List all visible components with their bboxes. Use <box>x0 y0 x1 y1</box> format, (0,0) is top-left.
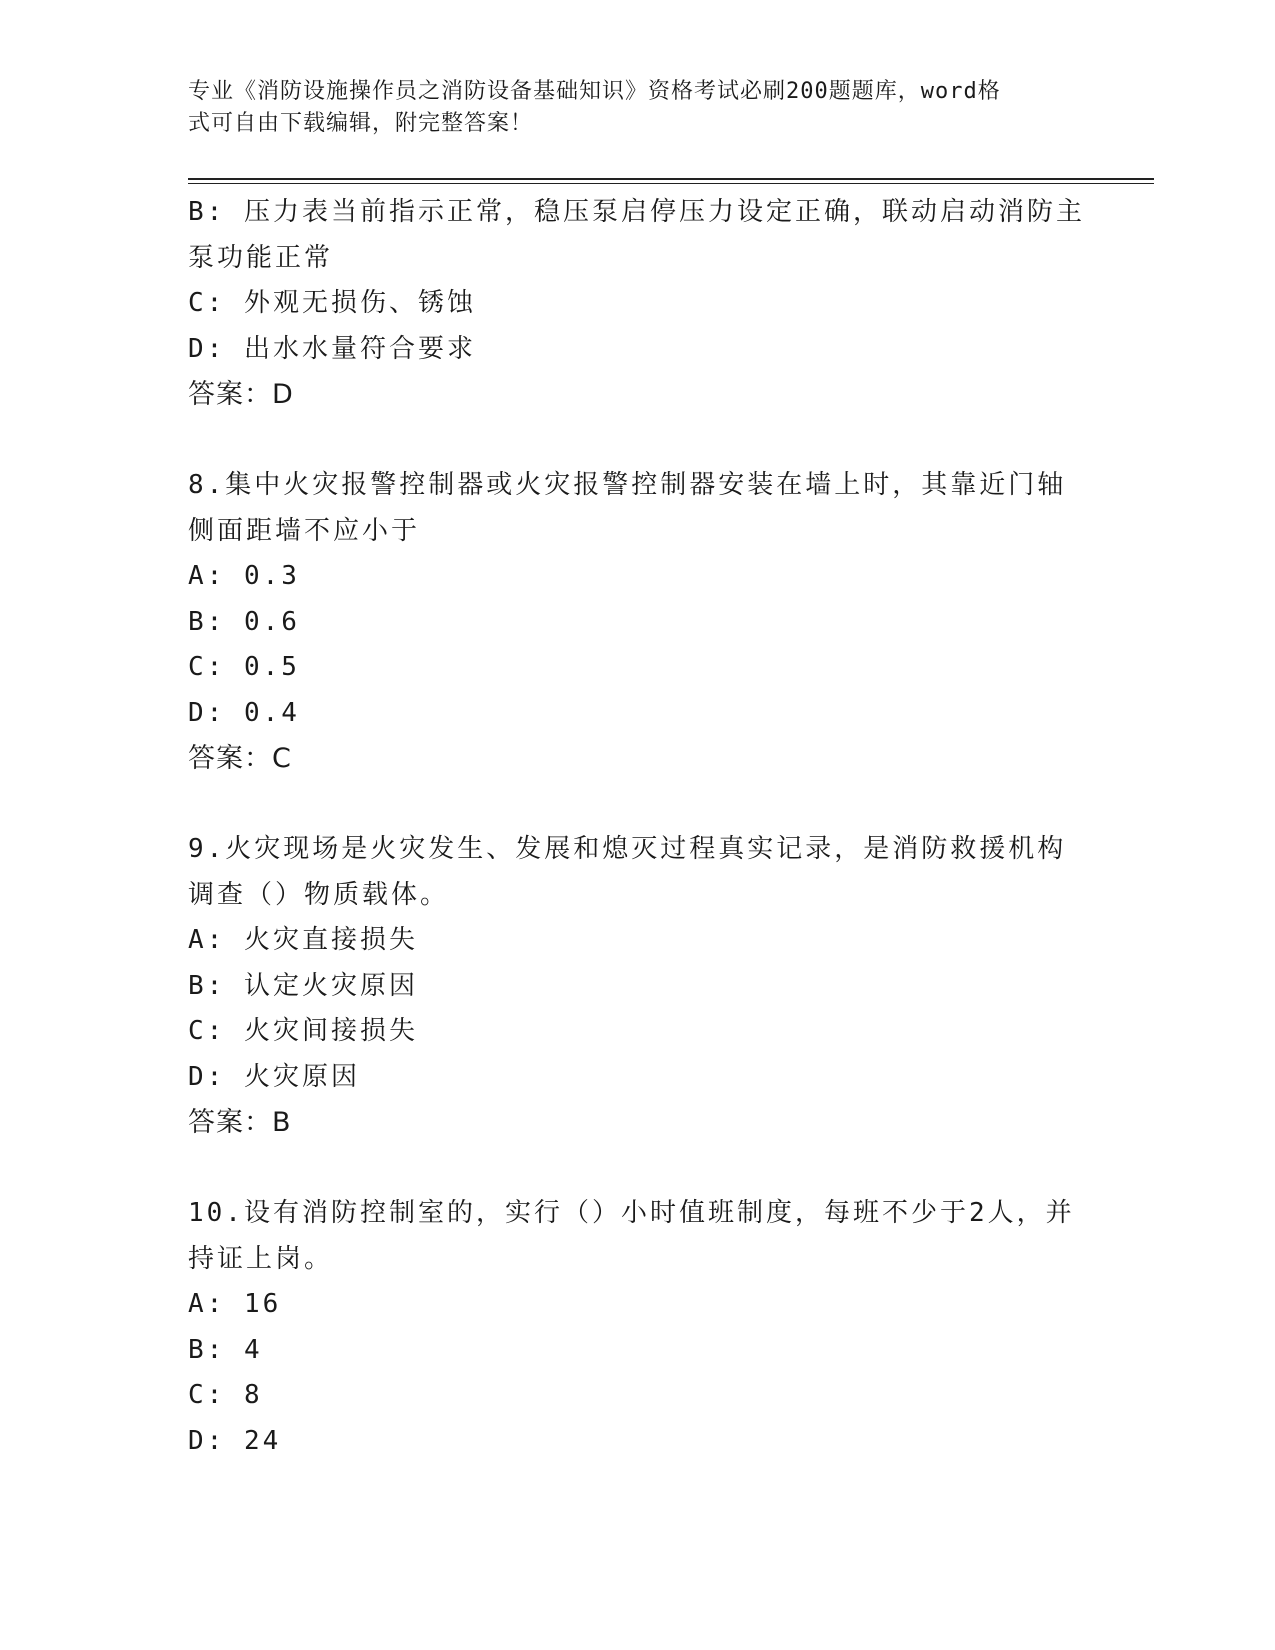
answer-line: 答案：B <box>188 1107 292 1138</box>
option-c: C: 火灾间接损失 <box>188 1016 418 1046</box>
spacer <box>188 418 1088 464</box>
question-list <box>188 190 1088 1464</box>
option-c: C: 8 <box>188 1380 263 1410</box>
document-header <box>188 76 1088 140</box>
question-stem: 侧面距墙不应小于 <box>188 515 421 546</box>
option-a: A: 火灾直接损失 <box>188 925 418 955</box>
answer-line: 答案：D <box>188 379 294 410</box>
option-c: C: 0.5 <box>188 652 300 682</box>
option-d: D: 火灾原因 <box>188 1061 360 1092</box>
option-line: C: 外观无损伤、锈蚀 <box>188 288 476 318</box>
spacer <box>188 782 1088 828</box>
option-a: A: 0.3 <box>188 561 300 591</box>
option-d: D: 0.4 <box>188 697 300 728</box>
question-8 <box>188 463 1088 782</box>
header-line-1: 专业《消防设施操作员之消防设备基础知识》资格考试必刷200题题库，word格 <box>188 79 1001 104</box>
header-divider-thin <box>188 183 1154 184</box>
header-line-2: 式可自由下载编辑，附完整答案！ <box>188 111 534 136</box>
header-divider-thick <box>188 178 1154 180</box>
option-b: B: 0.6 <box>188 606 300 637</box>
option-d: D: 24 <box>188 1425 282 1456</box>
question-7-continued <box>188 190 1088 418</box>
question-stem: 持证上岗。 <box>188 1243 334 1274</box>
question-10 <box>188 1191 1088 1464</box>
question-stem: 调查（）物质载体。 <box>188 879 450 910</box>
question-9 <box>188 827 1088 1146</box>
option-line: B: 压力表当前指示正常，稳压泵启停压力设定正确，联动启动消防主 <box>188 197 1085 227</box>
question-stem: 8.集中火灾报警控制器或火灾报警控制器安装在墙上时，其靠近门轴 <box>188 470 1067 500</box>
option-line: D: 出水水量符合要求 <box>188 333 476 364</box>
question-stem: 10.设有消防控制室的，实行（）小时值班制度，每班不少于2人，并 <box>188 1198 1075 1228</box>
option-b: B: 认定火灾原因 <box>188 970 418 1001</box>
spacer <box>188 1146 1088 1192</box>
option-b: B: 4 <box>188 1334 263 1365</box>
question-stem: 9.火灾现场是火灾发生、发展和熄灭过程真实记录，是消防救援机构 <box>188 834 1067 864</box>
answer-line: 答案：C <box>188 743 292 774</box>
option-a: A: 16 <box>188 1289 282 1319</box>
option-line: 泵功能正常 <box>188 242 334 273</box>
